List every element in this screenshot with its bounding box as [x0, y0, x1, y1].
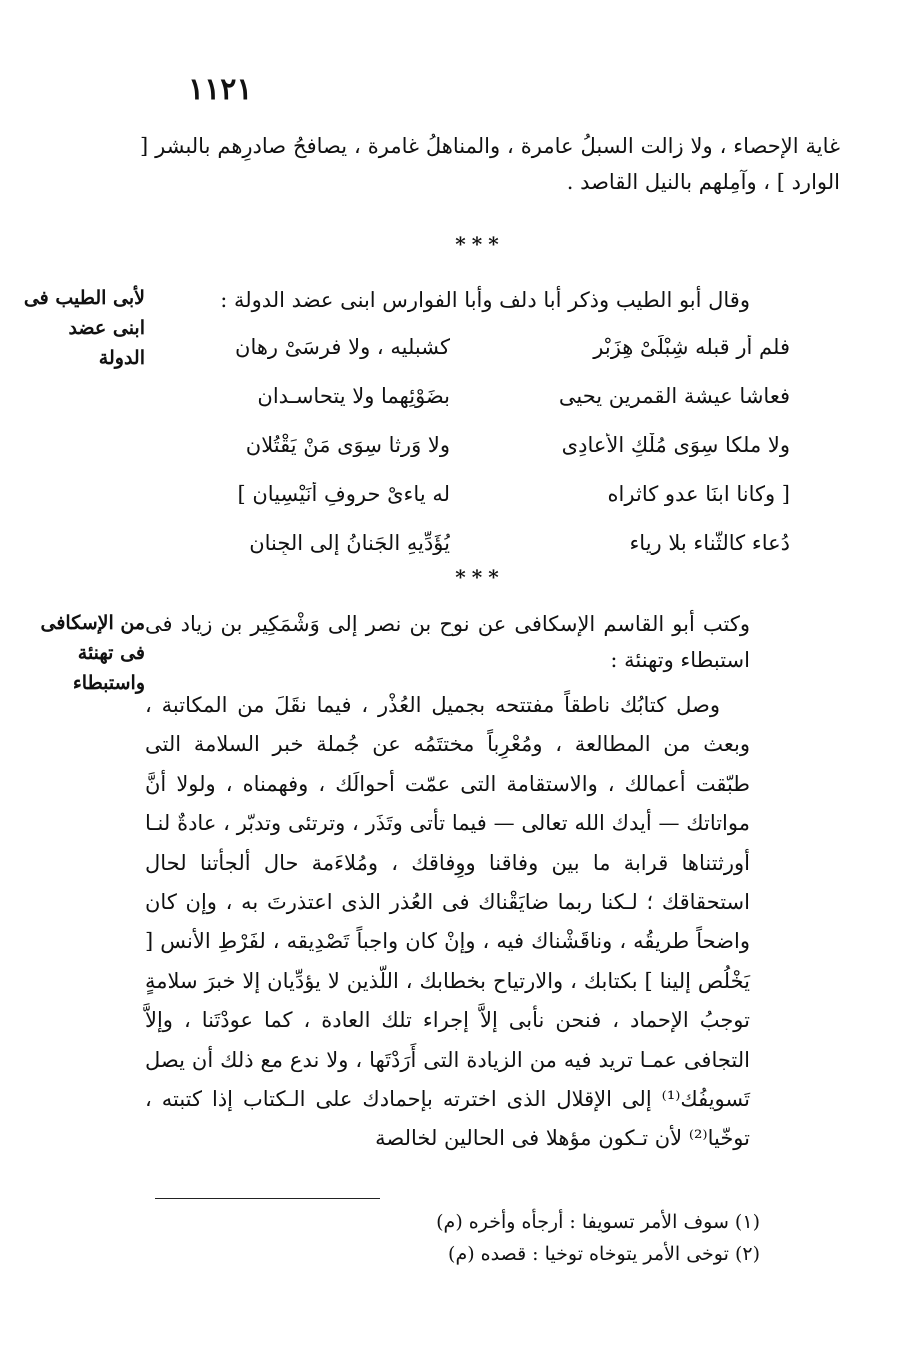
- verse-line: [130, 469, 790, 518]
- verse-line: [130, 420, 790, 469]
- paragraph-opening: غاية الإحصاء ، ولا زالت السبلُ عامرة ، والمناهلُ غامرة ، يصافحُ صادرِهم بالبشر [ الوارد ] ، وآمِلهم بالنيل القاصد .: [140, 134, 840, 194]
- section-separator: ***: [455, 565, 505, 589]
- footnotes: [280, 1206, 760, 1270]
- letter-introduction: وكتب أبو القاسم الإسكافى عن نوح بن نصر إلى وَشْمَكِير بن زياد فى استبطاء وتهنئة :: [145, 612, 750, 672]
- margin-note-iskafi: من الإسكافى فى تهنئة واستبطاء: [40, 612, 145, 694]
- section-separator: ***: [455, 232, 505, 256]
- verse-second-hemistich: له ياءىْ حروفِ أُنَيْسِيانِ ]: [237, 481, 450, 506]
- letter-body: وصل كتابُك ناطقاً مفتتحه بجميل العُذْر ، فيما نقَلَ من المكاتبة ، وبعث من المطالعة ، ومُعْرِباً مختتَمُه عن جُملة خبر السلامة التى طبّقت أعمالك ، والاستقامة التى عمّت أحوالَك ، وفهمناه ، ولولا أنَّ مواتاتك — أيدك الله تعالى — فيما تأتى وتَذَر ، وترتئى وتدبّر ، عادةٌ لنـا أورثتناها قرابة ما بين وفاقنا ووِفاقك ، ومُلاءَمة حال ألجأتنا لحال استحقاقك ؛ لـكنا ربما ضايَقْناك فى العُذر الذى اعتذرتَ به ، وإن كان واضحاً طريقُه ، وناقَشْناك فيه ، وإنْ كان واجباً تَصْدِيقه ، لفَرْطِ الأنس [ يَخْلُص إلينا ] بكتابك ، والارتياح بخطابك ، اللّذين لا يؤدِّيان إلا خبرَ سلامةٍ توجبُ الإحماد ، فنحن نأبى إلاَّ إجراء تلك العادة ، كما عودْتَنا ، وإلاَّ التجافى عمـا تريد فيه من الزيادة التى أَرَدْتَها ، ولا ندع مع ذلك أن يصل تَسويفُك⁽¹⁾ إلى الإقلال الذى اخترته بإحمادك على الـكتاب إذا كتبته ، توخّيا⁽²⁾ لأن تـكون مؤهلا فى الحالين لخالصة: [145, 693, 750, 1151]
- poem-verses: [130, 322, 790, 567]
- verse-first-hemistich: فعاشا عيشة القمرين يحيى: [558, 383, 790, 408]
- footnote-1: (١) سوف الأمر تسويفا : أرجأه وأخره (م): [436, 1211, 760, 1233]
- poem-introduction: وقال أبو الطيب وذكر أبا دلف وأبا الفوارس ابنى عضد الدولة :: [220, 288, 750, 312]
- verse-second-hemistich: بضَوْئِهما ولا يتحاسـدانِ: [257, 383, 450, 408]
- margin-note-abu-tayyib: لأبى الطيب فى ابنى عضد الدولة: [23, 287, 145, 369]
- verse-first-hemistich: ولا ملكا سِوَى مُلْكِ الأعادِى: [561, 432, 790, 457]
- verse-second-hemistich: كشبليه ، ولا فرسَىْ رهانِ: [235, 334, 450, 359]
- verse-first-hemistich: دُعاء كالثَّناء بلا رِياء: [629, 530, 790, 555]
- page-number: ١١٢١: [188, 72, 253, 107]
- verse-line: [130, 518, 790, 567]
- footnote-2: (٢) توخى الأمر يتوخاه توخيا : قصده (م): [448, 1243, 760, 1265]
- verse-second-hemistich: يُؤَدِّيهِ الجَنانُ إلى الجِنانِ: [249, 530, 450, 555]
- verse-first-hemistich: [ وكانا ابنَا عدو كاثراه: [607, 481, 790, 506]
- verse-first-hemistich: فلم أر قبله شِبْلَىْ هِزَبْرٍ: [593, 334, 790, 359]
- verse-line: [130, 371, 790, 420]
- verse-line: [130, 322, 790, 371]
- footnote-divider: [155, 1198, 380, 1199]
- verse-second-hemistich: ولا وَرِثا سِوَى مَنْ يَقْتُلانِ: [245, 432, 450, 457]
